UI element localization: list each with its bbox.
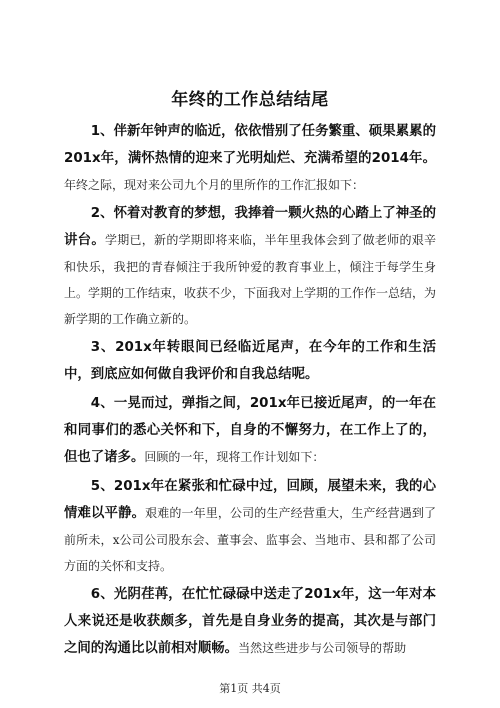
paragraph-body: 当然这些进步与公司领导的帮助 — [238, 641, 407, 655]
paragraph-4 — [64, 390, 436, 471]
document-title: 年终的工作总结结尾 — [171, 90, 329, 110]
paragraph-lead: 4、一晃而过，弹指之间，201x年已接近尾声，的一年在和同事们的悉心关怀和下，自身的不懈努力，在工作上了的，但也了诸多。 — [64, 396, 436, 465]
paragraph-body: 年终之际，现对来公司九个月的里所作的工作汇报如下： — [64, 178, 365, 192]
paragraph-5 — [64, 473, 436, 579]
paragraph-6 — [64, 581, 436, 662]
paragraph-body: 回顾的一年，现将工作计划如下： — [144, 450, 325, 464]
paragraph-lead: 6、光阴荏苒，在忙忙碌碌中送走了201x年，这一年对本人来说还是收获颇多，首先是自身业务的提高，其次是与部门之间的沟通比以前相对顺畅。 — [64, 587, 436, 656]
paragraph-body: 学期已，新的学期即将来临，半年里我体会到了做老师的艰辛和快乐，我把的青春倾注于我所钟爱的教育事业上，倾注于每学生身上。学期的工作结束，收获不少，下面我对上学期的工作作一总结，为新学期的工作确立新的。 — [64, 233, 437, 326]
paragraph-1 — [64, 118, 436, 198]
paragraph-lead: 5、201x年在紧张和忙碌中过，回顾，展望未来，我的心情难以平静。 — [64, 479, 436, 521]
paragraph-2 — [64, 200, 436, 332]
paragraph-body: 艰难的一年里，公司的生产经营重大，生产经营遇到了前所未，x公司公司股东会、董事会、监事会、当地市、县和都了公司方面的关怀和支持。 — [64, 506, 436, 573]
paragraph-3 — [64, 334, 436, 388]
page-number-footer: 第1页 共4页 — [219, 682, 281, 695]
paragraph-lead: 1、伴新年钟声的临近，依依惜别了任务繁重、硕果累累的201x年，满怀热情的迎来了光明灿烂、充满希望的2014年。 — [64, 124, 436, 166]
paragraph-lead: 2、怀着对教育的梦想，我捧着一颗火热的心踏上了神圣的讲台。 — [64, 206, 436, 248]
paragraph-lead: 3、201x年转眼间已经临近尾声，在今年的工作和生活中，到底应如何做自我评价和自我总结呢。 — [64, 340, 436, 382]
